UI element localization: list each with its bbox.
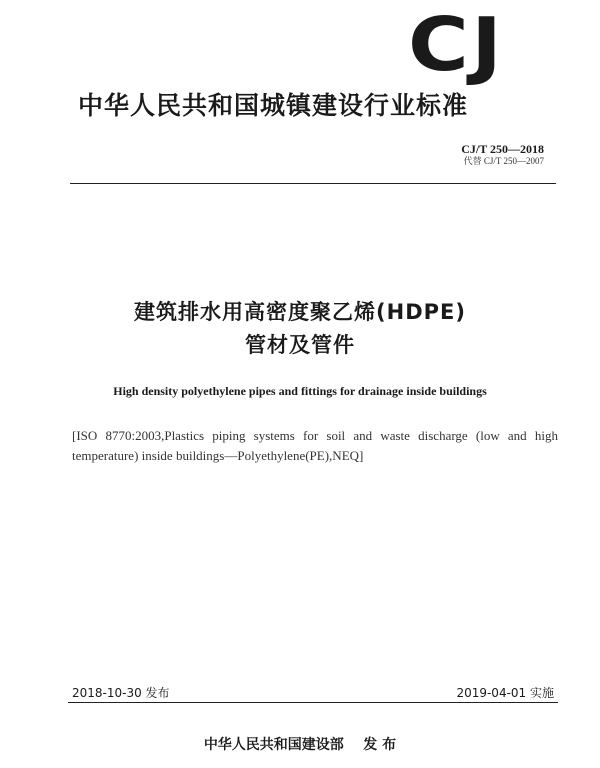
chinese-title-line-1: 建筑排水用高密度聚乙烯(HDPE) (134, 300, 466, 324)
implement-date: 2019-04-01 实施 (456, 686, 554, 700)
chinese-title-line-2: 管材及管件 (245, 333, 355, 357)
dates-row (72, 684, 554, 701)
org-title: 中华人民共和国城镇建设行业标准 (78, 91, 469, 120)
standard-code: CJ/T 250—2018 (461, 142, 544, 156)
chinese-title (0, 296, 600, 362)
standard-code-block (461, 142, 544, 167)
replaces-code: 代替 CJ/T 250—2007 (463, 156, 544, 166)
bottom-divider (68, 702, 558, 703)
english-title: High density polyethylene pipes and fittings for drainage inside buildings (113, 384, 487, 398)
release-date: 2018-10-30 发布 (72, 686, 170, 700)
top-divider (70, 183, 556, 184)
cj-logo: CJ (408, 2, 505, 88)
iso-reference: [ISO 8770:2003,Plastics piping systems for soil and waste discharge (low and high temperature) inside buildings—Polyethylene(PE),NEQ] (72, 428, 558, 463)
issuer: 中华人民共和国建设部 发 布 (203, 737, 397, 753)
